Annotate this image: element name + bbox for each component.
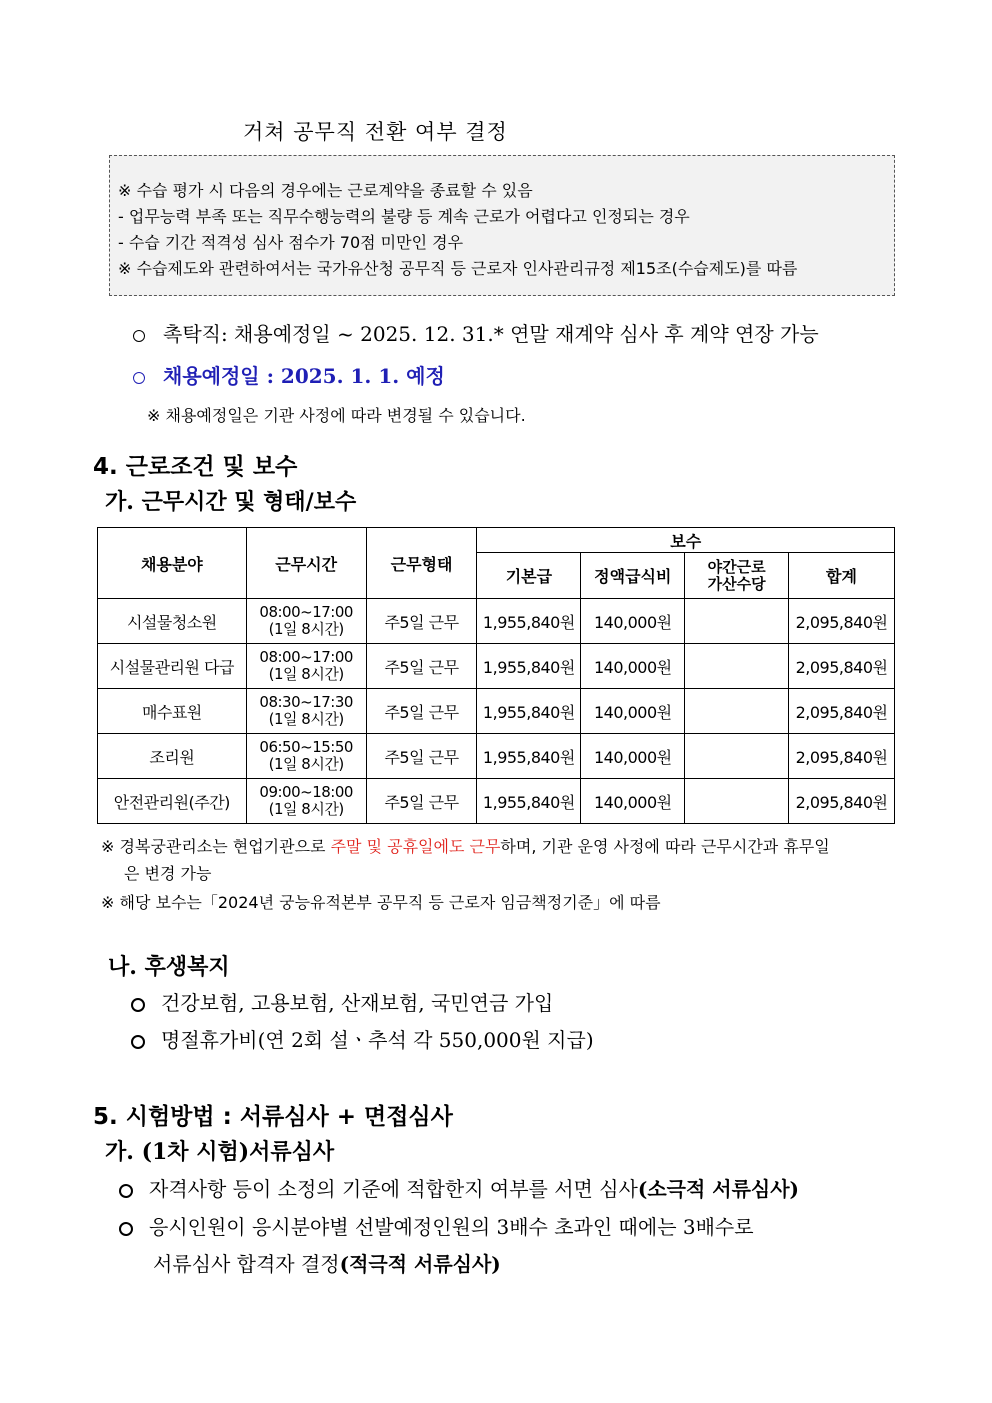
- cell-total: 2,095,840원: [789, 644, 895, 689]
- header-hours: 근무시간: [246, 528, 366, 599]
- cell-night: [685, 689, 789, 734]
- notice-line: - 수습 기간 적격성 심사 점수가 70점 미만인 경우: [118, 233, 464, 252]
- circle-bullet-icon: [131, 998, 145, 1012]
- table-row: [98, 779, 895, 824]
- section-4a-title: 가. 근무시간 및 형태/보수: [105, 489, 357, 515]
- header-night-allowance: 야간근로 가산수당: [685, 553, 789, 599]
- cell-type: 주5일 근무: [366, 734, 477, 779]
- header-meal-allowance: 정액급식비: [581, 553, 685, 599]
- cell-meal: 140,000원: [581, 689, 685, 734]
- welfare-item: 명절휴가비(연 2회 설ㆍ추석 각 550,000원 지급): [131, 1024, 594, 1053]
- cell-night: [685, 644, 789, 689]
- cell-base: 1,955,840원: [477, 734, 581, 779]
- header-field: 채용분야: [98, 528, 247, 599]
- work-schedule-note-cont: 은 변경 가능: [124, 864, 212, 883]
- circle-bullet-icon: [133, 372, 145, 384]
- cell-total: 2,095,840원: [789, 689, 895, 734]
- cell-hours: 08:00~17:00 (1일 8시간): [246, 644, 366, 689]
- pay-standard-note: ※ 해당 보수는「2024년 궁능유적본부 공무직 등 근로자 임금책정기준」에 따름: [101, 893, 661, 912]
- circle-bullet-icon: [131, 1035, 145, 1049]
- circle-bullet-icon: [119, 1222, 133, 1236]
- table-row: [98, 689, 895, 734]
- circle-bullet-icon: [133, 330, 145, 342]
- cell-hours: 06:50~15:50 (1일 8시간): [246, 734, 366, 779]
- probation-notice-box: [109, 155, 895, 296]
- work-schedule-note: ※ 경복궁관리소는 현업기관으로 주말 및 공휴일에도 근무하며, 기관 운영 사정에 따라 근무시간과 휴무일: [101, 837, 830, 856]
- continued-text-line: 거쳐 공무직 전환 여부 결정: [243, 120, 508, 144]
- header-pay: 보수: [477, 528, 895, 553]
- section-5-title: 5. 시험방법 : 서류심사 + 면접심사: [93, 1104, 453, 1130]
- table-row: [98, 599, 895, 644]
- weekend-work-highlight: 주말 및 공휴일에도 근무: [330, 837, 501, 856]
- cell-field: 안전관리원(주간): [98, 779, 247, 824]
- screening-item: 응시인원이 응시분야별 선발예정인원의 3배수 초과인 때에는 3배수로: [119, 1211, 754, 1240]
- screening-item-cont: 서류심사 합격자 결정(적극적 서류심사): [153, 1252, 501, 1276]
- cell-type: 주5일 근무: [366, 644, 477, 689]
- cell-field: 매수표원: [98, 689, 247, 734]
- header-type: 근무형태: [366, 528, 477, 599]
- section-5a-title: 가. (1차 시험)서류심사: [105, 1139, 335, 1165]
- notice-line: - 업무능력 부족 또는 직무수행능력의 불량 등 계속 근로가 어렵다고 인정되는 경우: [118, 207, 690, 226]
- table-row: [98, 734, 895, 779]
- screening-item: 자격사항 등이 소정의 기준에 적합한지 여부를 서면 심사(소극적 서류심사): [119, 1173, 799, 1202]
- welfare-item: 건강보험, 고용보험, 산재보험, 국민연금 가입: [131, 987, 553, 1016]
- cell-field: 시설물청소원: [98, 599, 247, 644]
- header-base-pay: 기본급: [477, 553, 581, 599]
- cell-hours: 08:30~17:30 (1일 8시간): [246, 689, 366, 734]
- pay-table: [97, 527, 895, 824]
- cell-night: [685, 779, 789, 824]
- cell-meal: 140,000원: [581, 734, 685, 779]
- cell-hours: 09:00~18:00 (1일 8시간): [246, 779, 366, 824]
- cell-base: 1,955,840원: [477, 779, 581, 824]
- header-total: 합계: [789, 553, 895, 599]
- cell-total: 2,095,840원: [789, 599, 895, 644]
- section-4-title: 4. 근로조건 및 보수: [93, 454, 298, 480]
- cell-meal: 140,000원: [581, 644, 685, 689]
- section-4b-title: 나. 후생복지: [108, 954, 230, 980]
- cell-field: 시설물관리원 다급: [98, 644, 247, 689]
- cell-base: 1,955,840원: [477, 644, 581, 689]
- circle-bullet-icon: [119, 1184, 133, 1198]
- cell-total: 2,095,840원: [789, 779, 895, 824]
- table-row: [98, 644, 895, 689]
- cell-meal: 140,000원: [581, 779, 685, 824]
- cell-hours: 08:00~17:00 (1일 8시간): [246, 599, 366, 644]
- cell-type: 주5일 근무: [366, 779, 477, 824]
- notice-line: ※ 수습 평가 시 다음의 경우에는 근로계약을 종료할 수 있음: [118, 181, 533, 200]
- cell-total: 2,095,840원: [789, 734, 895, 779]
- hire-date-line: 채용예정일 : 2025. 1. 1. 예정: [133, 360, 445, 389]
- cell-type: 주5일 근무: [366, 689, 477, 734]
- cell-night: [685, 734, 789, 779]
- notice-line: ※ 수습제도와 관련하여서는 국가유산청 공무직 등 근로자 인사관리규정 제15조(수습제도)를 따름: [118, 259, 798, 278]
- cell-type: 주5일 근무: [366, 599, 477, 644]
- cell-base: 1,955,840원: [477, 689, 581, 734]
- contract-term-line: 촉탁직: 채용예정일 ~ 2025. 12. 31.* 연말 재계약 심사 후 계약 연장 가능: [133, 318, 819, 347]
- cell-field: 조리원: [98, 734, 247, 779]
- cell-night: [685, 599, 789, 644]
- hire-date-note: ※ 채용예정일은 기관 사정에 따라 변경될 수 있습니다.: [147, 406, 526, 425]
- cell-meal: 140,000원: [581, 599, 685, 644]
- cell-base: 1,955,840원: [477, 599, 581, 644]
